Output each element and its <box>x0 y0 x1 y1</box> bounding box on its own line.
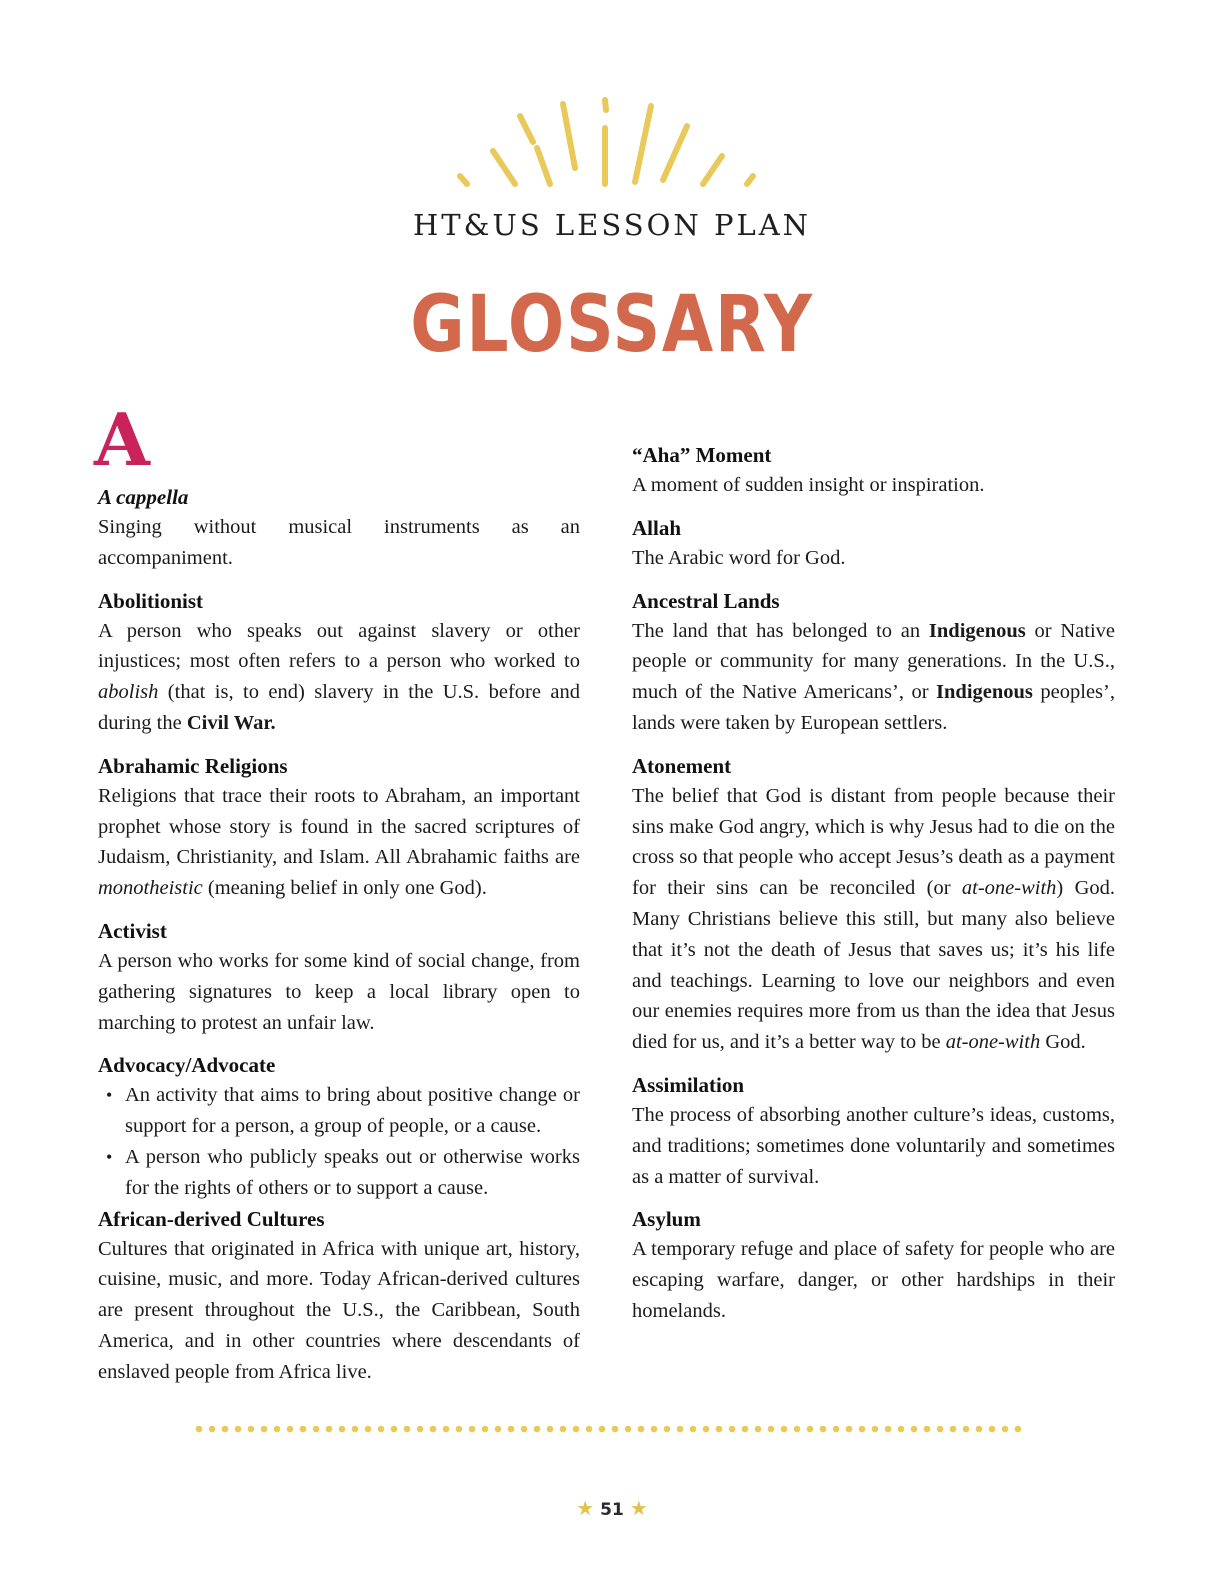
divider-dot <box>560 1426 567 1433</box>
divider-dot <box>586 1426 593 1433</box>
divider-dot <box>924 1426 931 1433</box>
divider-dot <box>235 1426 242 1433</box>
glossary-entry <box>98 586 580 739</box>
glossary-column-right <box>632 440 1115 1327</box>
glossary-definition: Religions that trace their roots to Abraham, an important prophet whose story is found in the sacred scriptures of Judaism, Christianity, and Islam. All Abrahamic faiths are monotheistic (meaning belief in only one God). <box>98 784 580 900</box>
divider-dot <box>703 1426 710 1433</box>
glossary-definition: The Arabic word for God. <box>632 546 846 569</box>
glossary-entry <box>98 751 580 904</box>
glossary-entry <box>98 916 580 1038</box>
page-title: GLOSSARY <box>410 280 814 370</box>
divider-dot <box>755 1426 762 1433</box>
divider-dot <box>612 1426 619 1433</box>
lesson-plan-kicker: HT&US LESSON PLAN <box>412 208 812 242</box>
star-icon: ★ <box>629 1496 648 1520</box>
glossary-term: Atonement <box>632 753 732 778</box>
glossary-entry <box>632 1070 1115 1192</box>
divider-dot <box>547 1426 554 1433</box>
glossary-entry <box>632 751 1115 1058</box>
divider-dot <box>261 1426 268 1433</box>
divider-dot <box>820 1426 827 1433</box>
divider-dot <box>508 1426 515 1433</box>
divider-dot <box>677 1426 684 1433</box>
section-letter: A <box>94 397 150 482</box>
divider-dot <box>1002 1426 1009 1433</box>
divider-dot <box>729 1426 736 1433</box>
dotted-divider <box>194 1422 1024 1436</box>
glossary-definition: The belief that God is distant from people because their sins make God angry, which is why Jesus had to die on the cross so that people who accept Jesus’s death as a payment for their sins can be reconciled (or at-one-with) God. Many Christians believe this still, but many also believe that it’s not the death of Jesus that saves us; it’s his life and teachings. Learning to love our neighbors and even our enemies requires more from us than the idea that Jesus died for us, and it’s a better way to be at-one-with God. <box>632 784 1115 1054</box>
glossary-definition: A person who speaks out against slavery or other injustices; most often refers to a person who worked to abolish (that is, to end) slavery in the U.S. before and during the Civil War. <box>98 619 580 734</box>
divider-dot <box>222 1426 229 1433</box>
divider-dot <box>794 1426 801 1433</box>
list-item: • A person who publicly speaks out or otherwise works for the rights of others or to support a cause. <box>98 1142 580 1204</box>
divider-dot <box>378 1426 385 1433</box>
divider-dot <box>950 1426 957 1433</box>
divider-dot <box>716 1426 723 1433</box>
glossary-term: Advocacy/Advocate <box>98 1053 276 1078</box>
divider-dot <box>209 1426 216 1433</box>
page-number: 51 <box>600 1500 624 1520</box>
glossary-term: Abrahamic Religions <box>98 753 288 778</box>
divider-dot <box>885 1426 892 1433</box>
glossary-term: A cappella <box>98 485 189 509</box>
list-item: • An activity that aims to bring about positive change or support for a person, a group of people, or a cause. <box>98 1080 580 1142</box>
divider-dot <box>534 1426 541 1433</box>
divider-dot <box>495 1426 502 1433</box>
divider-dot <box>937 1426 944 1433</box>
divider-dot <box>521 1426 528 1433</box>
divider-dot <box>430 1426 437 1433</box>
glossary-definition: Singing without musical instruments as an accompaniment. <box>98 516 580 569</box>
divider-dot <box>391 1426 398 1433</box>
divider-dot <box>690 1426 697 1433</box>
glossary-term: Asylum <box>632 1207 701 1232</box>
divider-dot <box>248 1426 255 1433</box>
divider-dot <box>742 1426 749 1433</box>
divider-dot <box>196 1426 203 1433</box>
glossary-definition: A moment of sudden insight or inspiration. <box>632 474 985 496</box>
divider-dot <box>365 1426 372 1433</box>
glossary-entry <box>632 586 1115 739</box>
glossary-term: Ancestral Lands <box>632 588 780 613</box>
star-icon: ★ <box>576 1496 595 1520</box>
sunburst-ornament <box>455 96 765 196</box>
divider-dot <box>911 1426 918 1433</box>
glossary-definition: Cultures that originated in Africa with unique art, history, cuisine, music, and more. Today African-derived cultures are present throughout the U.S., the Caribbean, South America, and in other countries where descendants of enslaved people from Africa live. <box>98 1237 580 1383</box>
divider-dot <box>859 1426 866 1433</box>
glossary-entry <box>98 482 580 574</box>
divider-dot <box>963 1426 970 1433</box>
glossary-definition: The process of absorbing another culture’s ideas, customs, and traditions; sometimes done voluntarily and sometimes as a matter of survival. <box>632 1103 1115 1188</box>
divider-dot <box>807 1426 814 1433</box>
glossary-entry <box>632 440 1115 501</box>
divider-dot <box>469 1426 476 1433</box>
divider-dot <box>664 1426 671 1433</box>
divider-dot <box>573 1426 580 1433</box>
glossary-entry <box>98 1204 580 1388</box>
glossary-term: “Aha” Moment <box>632 443 772 467</box>
glossary-term: Activist <box>98 918 167 943</box>
divider-dot <box>833 1426 840 1433</box>
divider-dot <box>300 1426 307 1433</box>
divider-dot <box>781 1426 788 1433</box>
divider-dot <box>768 1426 775 1433</box>
divider-dot <box>599 1426 606 1433</box>
page-footer <box>0 1496 1224 1520</box>
divider-dot <box>287 1426 294 1433</box>
glossary-term: Allah <box>632 515 682 540</box>
divider-dot <box>989 1426 996 1433</box>
glossary-term: African-derived Cultures <box>98 1206 325 1231</box>
divider-dot <box>326 1426 333 1433</box>
divider-dot <box>417 1426 424 1433</box>
divider-dot <box>404 1426 411 1433</box>
divider-dot <box>482 1426 489 1433</box>
glossary-definition: The land that has belonged to an Indigenous or Native people or community for many generations. In the U.S., much of the Native Americans’, or Indigenous peoples’, lands were taken by European settlers. <box>632 619 1115 734</box>
divider-dot <box>872 1426 879 1433</box>
glossary-entry <box>632 513 1115 574</box>
divider-dot <box>339 1426 346 1433</box>
glossary-term: Abolitionist <box>98 588 204 613</box>
divider-dot <box>898 1426 905 1433</box>
divider-dot <box>456 1426 463 1433</box>
definition-bullet-list <box>98 1080 580 1203</box>
divider-dot <box>443 1426 450 1433</box>
divider-dot <box>1015 1426 1022 1433</box>
divider-dot <box>651 1426 658 1433</box>
divider-dot <box>313 1426 320 1433</box>
glossary-column-left <box>94 397 580 1388</box>
divider-dot <box>625 1426 632 1433</box>
divider-dot <box>352 1426 359 1433</box>
divider-dot <box>274 1426 281 1433</box>
divider-dot <box>846 1426 853 1433</box>
divider-dot <box>976 1426 983 1433</box>
glossary-definition: A temporary refuge and place of safety for people who are escaping warfare, danger, or other hardships in their homelands. <box>632 1238 1115 1322</box>
glossary-entry <box>98 1050 580 1203</box>
glossary-term: Assimilation <box>632 1072 745 1097</box>
glossary-definition: A person who works for some kind of social change, from gathering signatures to keep a local library open to marching to protest an unfair law. <box>98 949 580 1034</box>
glossary-entry <box>632 1204 1115 1326</box>
divider-dot <box>638 1426 645 1433</box>
